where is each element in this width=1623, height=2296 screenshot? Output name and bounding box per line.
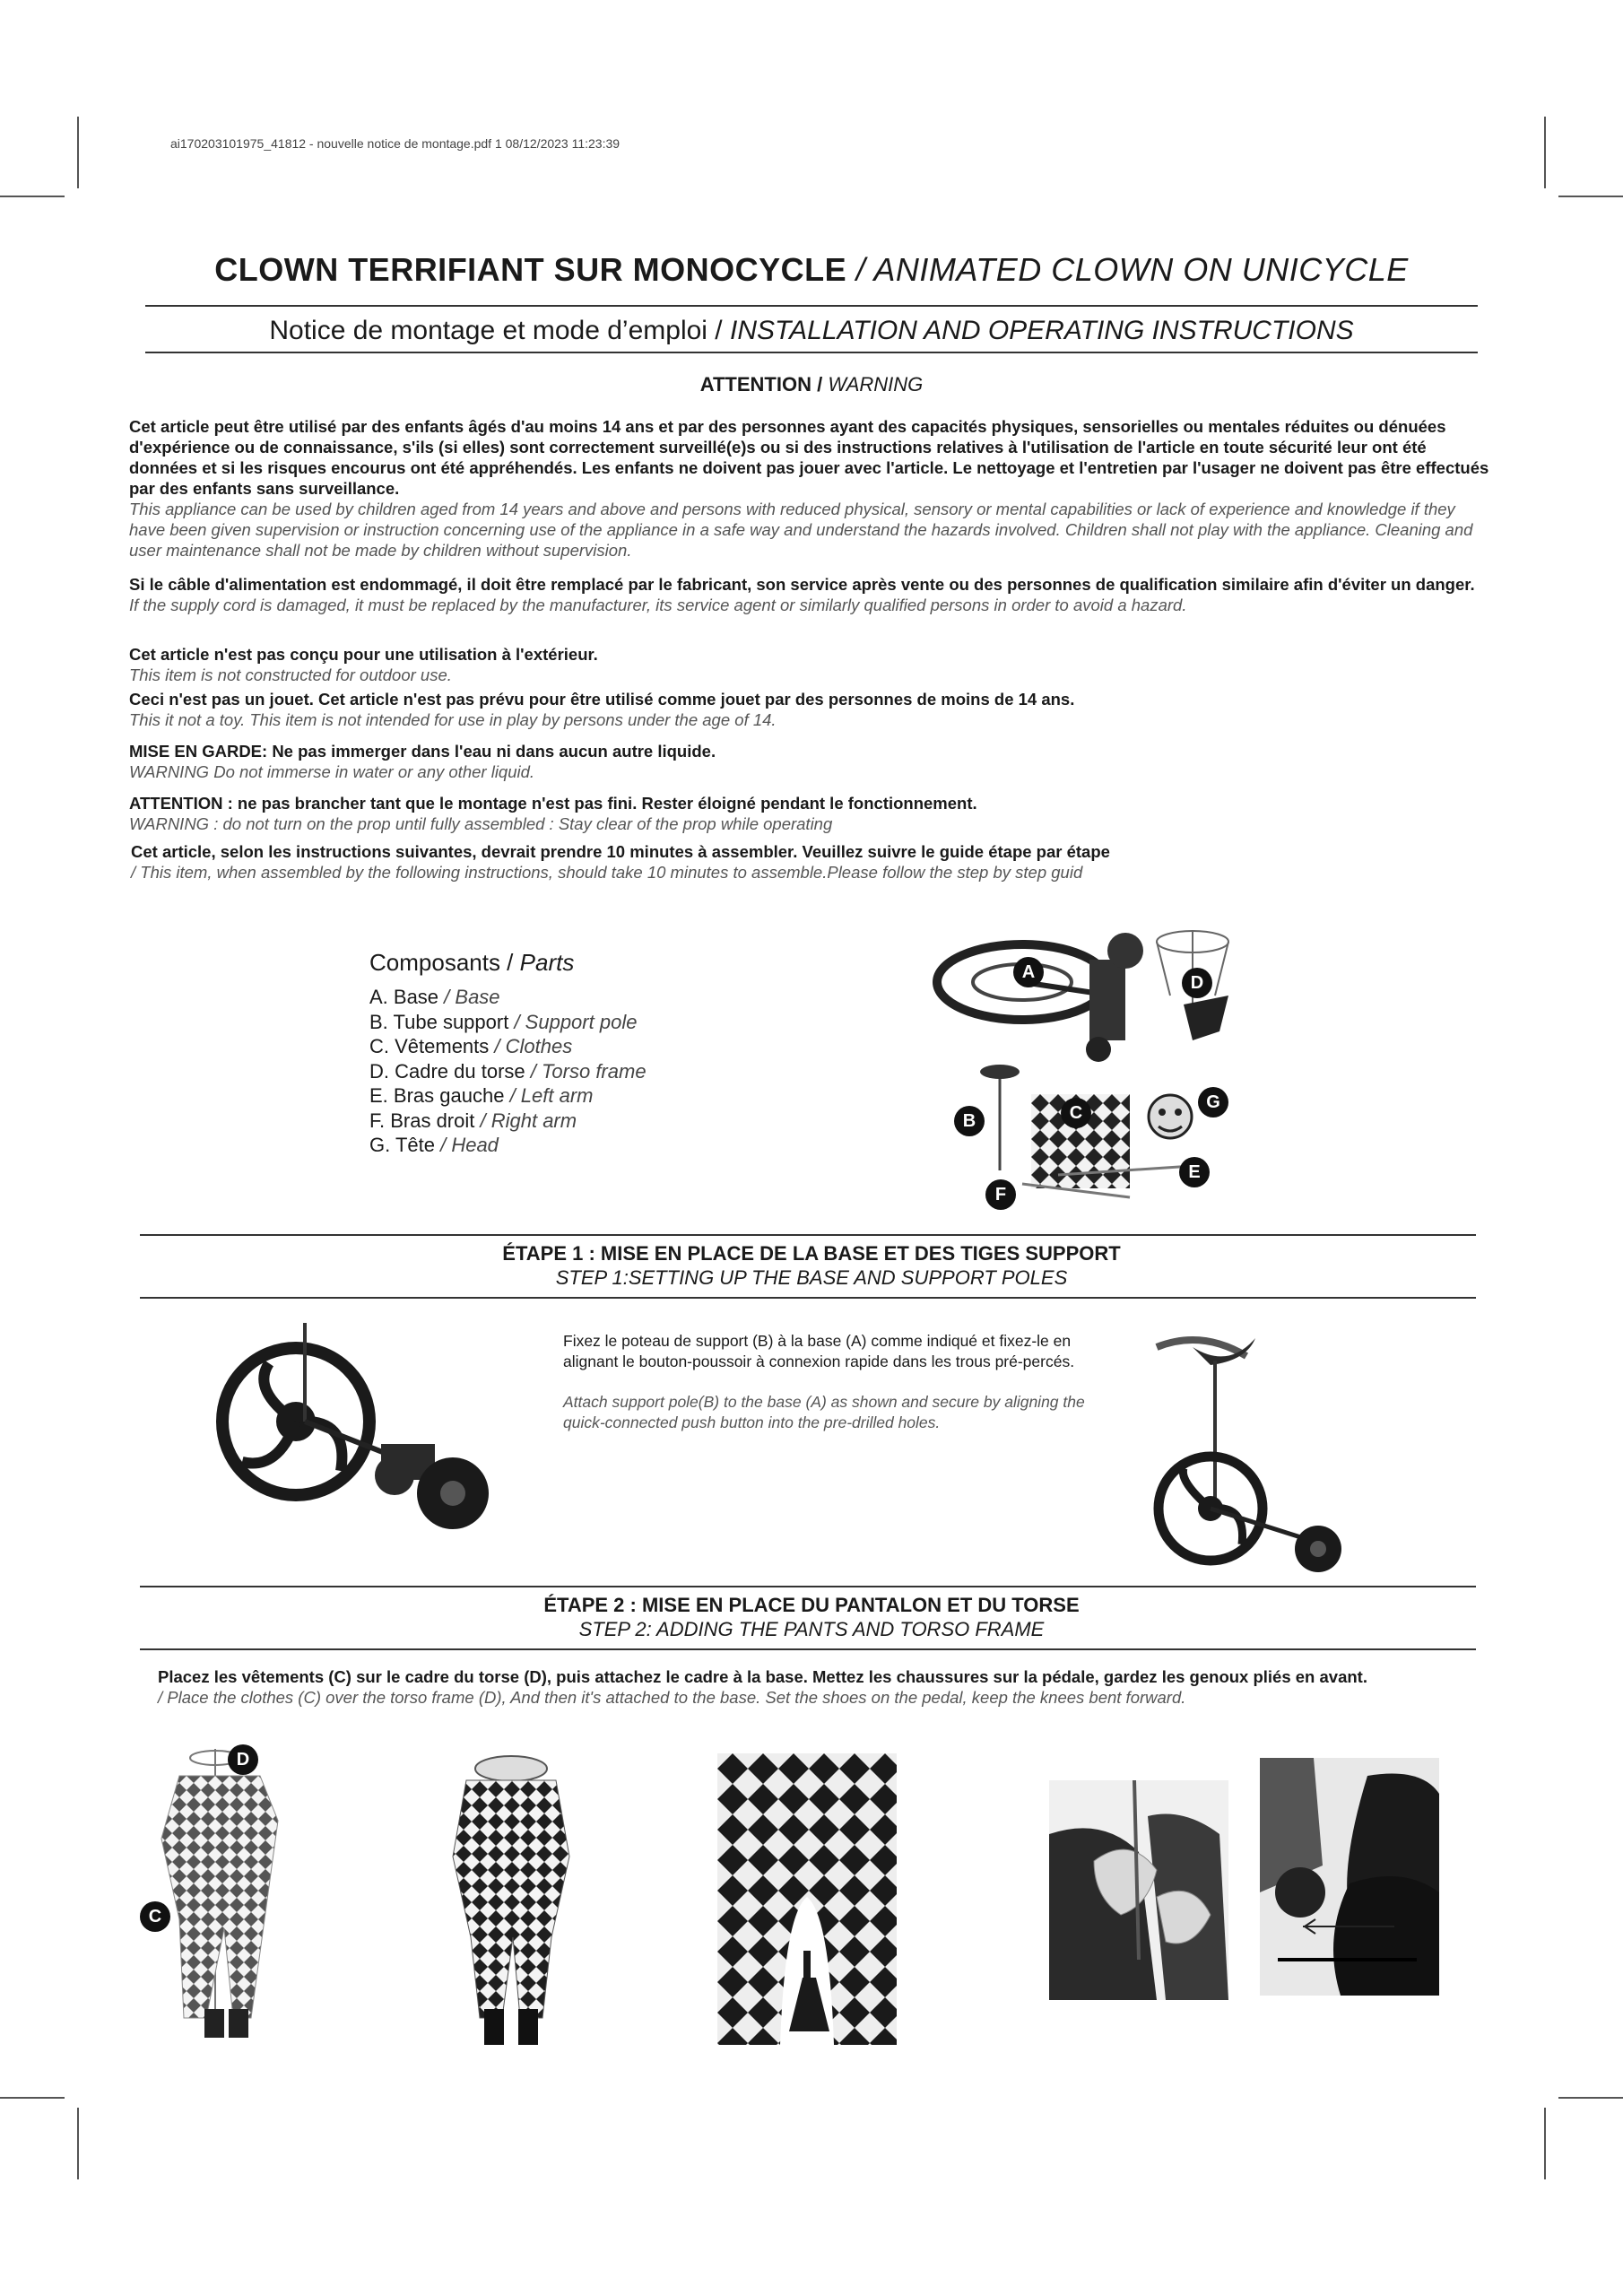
title-en: / ANIMATED CLOWN ON UNICYCLE [855,251,1409,288]
attention-en: WARNING [828,373,924,396]
list-item [369,985,647,1010]
crop-mark [0,196,65,197]
paragraph-en: This appliance can be used by children aged from 14 years and above and persons with reduced physical, sensory or mental capabilities or lack of experience and knowledge if they have been given supervision or instruction concerning use of the appliance in a safe way and understand the hazards involved. Children shall not play with the appliance. Cleaning and user maintenance shall not be made by children without supervision. [129,500,1473,560]
step1-assembled-photo [1148,1320,1354,1580]
step1-heading-fr: ÉTAPE 1 : MISE EN PLACE DE LA BASE ET DES TIGES SUPPORT [502,1242,1121,1265]
step2-photo-frame [143,1740,314,2045]
list-item [369,1034,647,1059]
divider [140,1586,1476,1587]
divider [140,1648,1476,1650]
crop-mark [1558,196,1623,197]
parts-list [369,985,647,1158]
step1-heading-en: STEP 1:SETTING UP THE BASE AND SUPPORT POLES [555,1266,1068,1289]
part-badge-f: F [985,1179,1016,1210]
part-badge-g: G [1198,1087,1228,1118]
subtitle-fr: Notice de montage et mode d’emploi / [269,316,723,345]
step1-text-en: Attach support pole(B) to the base (A) as shown and secure by aligning the quick-connected push button into the pre-drilled holes. [563,1393,1085,1431]
paragraph-fr: Ceci n'est pas un jouet. Cet article n'est pas prévu pour être utilisé comme jouet par des personnes de moins de 14 ans. [129,690,1075,709]
list-item [369,1133,647,1158]
step2-heading [145,1593,1478,1641]
part-en: / Right arm [480,1109,577,1132]
step2-photo-hands [1049,1780,1228,2000]
paragraph-en: WARNING Do not immerse in water or any other liquid. [129,762,535,781]
step2-photo-dressed [439,1749,583,2054]
crop-mark [0,2097,65,2099]
attention-heading [145,373,1478,396]
part-en: / Torso frame [530,1059,647,1083]
step1-heading [145,1241,1478,1290]
part-badge-e: E [1179,1157,1210,1187]
step2-photo-shoes [1260,1758,1439,1996]
step2-text-en: / Place the clothes (C) over the torso frame (D), And then it's attached to the base. Set the shoes on the pedal, keep the knees bent forward. [158,1688,1186,1707]
step2-text-fr: Placez les vêtements (C) sur le cadre du torse (D), puis attachez le cadre à la base. Mettez les chaussures sur la pédale, gardez les genoux pliés en avant. [158,1667,1367,1686]
attention-fr: ATTENTION / [699,373,823,396]
document-subtitle [145,316,1478,346]
step1-text-fr: Fixez le poteau de support (B) à la base (A) comme indiqué et fixez-le en alignant le bouton-poussoir à connexion rapide dans les trous pré-percés. [563,1332,1075,1370]
safety-paragraph [129,741,1494,782]
list-item [369,1010,647,1035]
crop-mark [1558,2097,1623,2099]
safety-paragraph [129,574,1494,615]
paragraph-en: If the supply cord is damaged, it must be replaced by the manufacturer, its service agent or similarly qualified persons in order to avoid a hazard. [129,596,1187,614]
list-item [369,1083,647,1109]
safety-paragraph [129,689,1494,730]
paragraph-fr: ATTENTION : ne pas brancher tant que le montage n'est pas fini. Rester éloigné pendant le fonctionnement. [129,794,977,813]
part-en: / Base [444,986,500,1008]
part-badge-d: D [1182,968,1212,998]
part-badge-b: B [954,1106,985,1136]
part-fr: G. Tête [369,1134,435,1156]
step2-instructions [158,1666,1476,1708]
safety-paragraph [129,644,1494,685]
paragraph-en: This item is not constructed for outdoor use. [129,665,452,684]
part-fr: C. Vêtements [369,1035,490,1057]
crop-mark [1544,2108,1546,2179]
part-fr: B. Tube support [369,1010,509,1033]
paragraph-fr: Cet article peut être utilisé par des enfants âgés d'au moins 14 ans et par des personnes ayant des capacités physiques, sensorielles ou mentales réduites ou dénuées d'expérience ou de connaissance, s'ils (si elles) sont correctement surveillé(e)s ou si des instructions relatives à l'utilisation de l'article en toute sécurité leur ont été données et si les risques encourus ont été appréhendés. Les enfants ne doivent pas jouer avec l'article. Le nettoyage et l'entretien par l'usager ne doivent pas être effectués par des enfants sans surveillance. [129,417,1489,498]
step1-instructions [563,1331,1119,1433]
part-fr: E. Bras gauche [369,1084,505,1107]
paragraph-fr: Si le câble d'alimentation est endommagé, il doit être remplacé par le fabricant, son service après vente ou des personnes de qualification similaire afin d'éviter un danger. [129,575,1475,594]
crop-mark [77,2108,79,2179]
file-meta-line: ai170203101975_41812 - nouvelle notice de montage.pdf 1 08/12/2023 11:23:39 [170,136,621,151]
part-fr: A. Base [369,986,439,1008]
parts-heading-en: Parts [519,949,575,976]
step2-badge-c: C [140,1901,170,1932]
part-fr: D. Cadre du torse [369,1059,525,1083]
safety-paragraph [129,793,1494,834]
part-en: / Head [440,1134,499,1156]
paragraph-en: / This item, when assembled by the following instructions, should take 10 minutes to assemble.Please follow the step by step guid [131,863,1083,882]
list-item [369,1109,647,1134]
paragraph-fr: Cet article n'est pas conçu pour une utilisation à l'extérieur. [129,645,598,664]
step1-base-photo [215,1318,502,1543]
part-badge-c: C [1061,1098,1091,1128]
paragraph-en: This it not a toy. This item is not intended for use in play by persons under the age of 14. [129,710,777,729]
divider [140,1297,1476,1299]
paragraph-fr: MISE EN GARDE: Ne pas immerger dans l'eau ni dans aucun autre liquide. [129,742,716,761]
step2-heading-en: STEP 2: ADDING THE PANTS AND TORSO FRAME [578,1618,1045,1640]
part-en: / Left arm [509,1084,594,1107]
step2-heading-fr: ÉTAPE 2 : MISE EN PLACE DU PANTALON ET DU TORSE [543,1594,1080,1616]
part-badge-a: A [1013,957,1044,987]
paragraph-fr: Cet article, selon les instructions suivantes, devrait prendre 10 minutes à assembler. Veuillez suivre le guide étape par étape [131,842,1110,861]
paragraph-en: WARNING : do not turn on the prop until fully assembled : Stay clear of the prop while operating [129,814,833,833]
safety-paragraph [129,416,1494,561]
crop-mark [77,117,79,188]
step2-badge-d: D [228,1744,258,1775]
divider [145,305,1478,307]
part-en: / Support pole [514,1010,638,1033]
divider [145,352,1478,353]
crop-mark [1544,117,1546,188]
safety-paragraph [131,841,1496,883]
step2-photo-closeup [717,1753,897,2045]
parts-heading [369,949,574,977]
list-item [369,1059,647,1084]
subtitle-en: INSTALLATION AND OPERATING INSTRUCTIONS [730,316,1354,345]
title-fr: CLOWN TERRIFIANT SUR MONOCYCLE [214,251,847,288]
parts-heading-fr: Composants / [369,949,514,976]
part-en: / Clothes [494,1035,573,1057]
divider [140,1234,1476,1236]
part-fr: F. Bras droit [369,1109,475,1132]
document-title [145,251,1478,289]
